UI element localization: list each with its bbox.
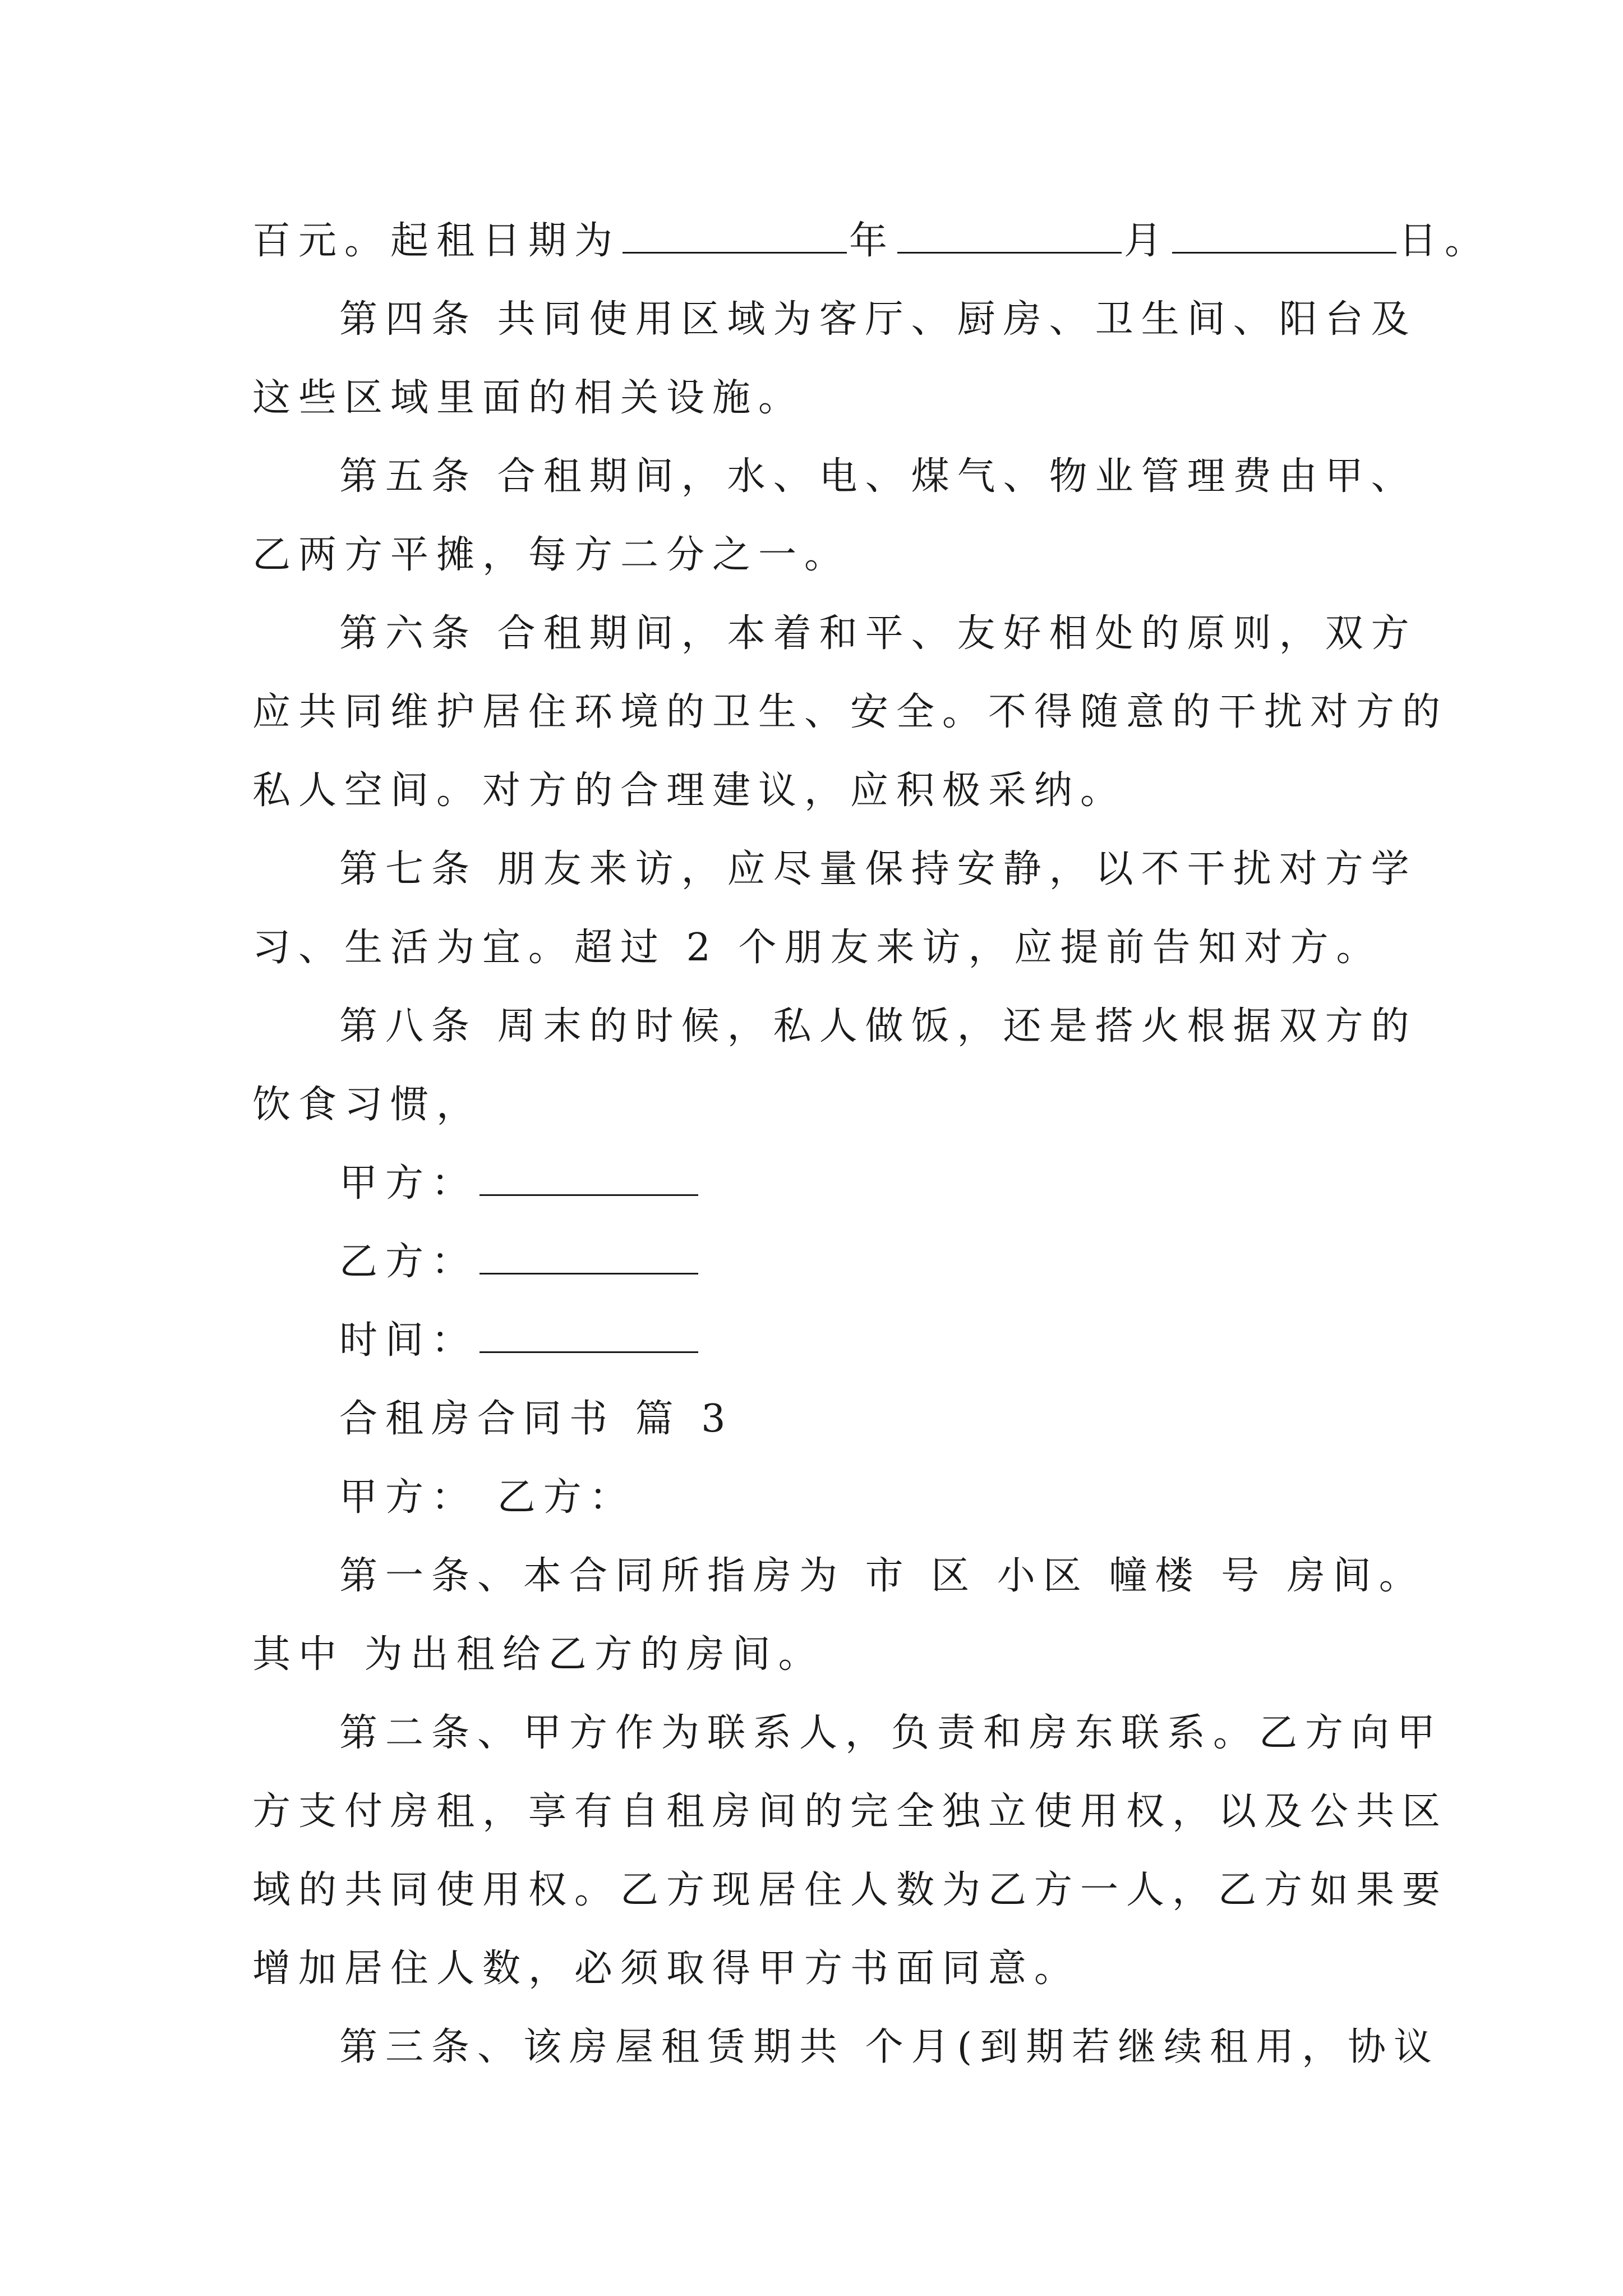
month-blank: [897, 219, 1122, 254]
date-signature-line: [339, 1299, 1528, 1383]
paragraph-line: 方支付房租，享有自租房间的完全独立使用权，以及公共区: [252, 1789, 1449, 1834]
article-8-line: 第八条 周末的时候，私人做饭，还是搭火根据双方的: [339, 1004, 1417, 1048]
paragraph-line: 私人空间。对方的合理建议，应积极采纳。: [252, 769, 1127, 813]
line-text: 百元。起租日期为: [252, 219, 621, 263]
party-a-signature-line: [339, 1142, 1528, 1226]
party-b-blank: [479, 1240, 698, 1274]
paragraph-line: 乙两方平摊，每方二分之一。: [252, 533, 851, 577]
paragraph-line: 习、生活为宜。超过 2 个朋友来访，应提前告知对方。: [252, 926, 1382, 970]
paragraph-line: 域的共同使用权。乙方现居住人数为乙方一人，乙方如果要: [252, 1868, 1449, 1912]
day-blank: [1172, 219, 1396, 254]
parties-line: 甲方： 乙方：: [339, 1475, 635, 1520]
paragraph-line: 饮食习惯，: [252, 1083, 483, 1127]
article-7-line: 第七条 朋友来访，应尽量保持安静，以不干扰对方学: [339, 847, 1417, 891]
paragraph-line: 增加居住人数，必须取得甲方书面同意。: [252, 1947, 1081, 1991]
party-b-signature-line: [339, 1220, 1528, 1304]
paragraph-line: [252, 199, 1491, 283]
year-blank: [623, 219, 847, 254]
article-1-line: 第一条、本合同所指房为 市 区 小区 幢楼 号 房间。: [339, 1554, 1425, 1598]
article-5-line: 第五条 合租期间，水、电、煤气、物业管理费由甲、: [339, 454, 1417, 499]
line-text: 日。: [1399, 219, 1491, 263]
date-label: 时间：: [339, 1318, 478, 1363]
article-3-line: 第三条、该房屋租赁期共 个月(到期若继续租用，协议: [339, 2025, 1440, 2069]
article-6-line: 第六条 合租期间，本着和平、友好相处的原则，双方: [339, 611, 1417, 656]
party-a-blank: [479, 1162, 698, 1196]
paragraph-line: 应共同维护居住环境的卫生、安全。不得随意的干扰对方的: [252, 690, 1449, 734]
party-a-label: 甲方：: [339, 1161, 478, 1205]
article-2-line: 第二条、甲方作为联系人，负责和房东联系。乙方向甲: [339, 1711, 1444, 1755]
paragraph-line: 其中 为出租给乙方的房间。: [252, 1632, 824, 1677]
article-4-line: 第四条 共同使用区域为客厅、厨房、卫生间、阳台及: [339, 297, 1417, 342]
paragraph-line: 这些区域里面的相关设施。: [252, 376, 805, 420]
section-title: 合租房合同书 篇 3: [339, 1397, 734, 1441]
date-blank: [479, 1319, 698, 1353]
line-text: 月: [1124, 219, 1170, 263]
line-text: 年: [849, 219, 896, 263]
party-b-label: 乙方：: [339, 1240, 478, 1284]
